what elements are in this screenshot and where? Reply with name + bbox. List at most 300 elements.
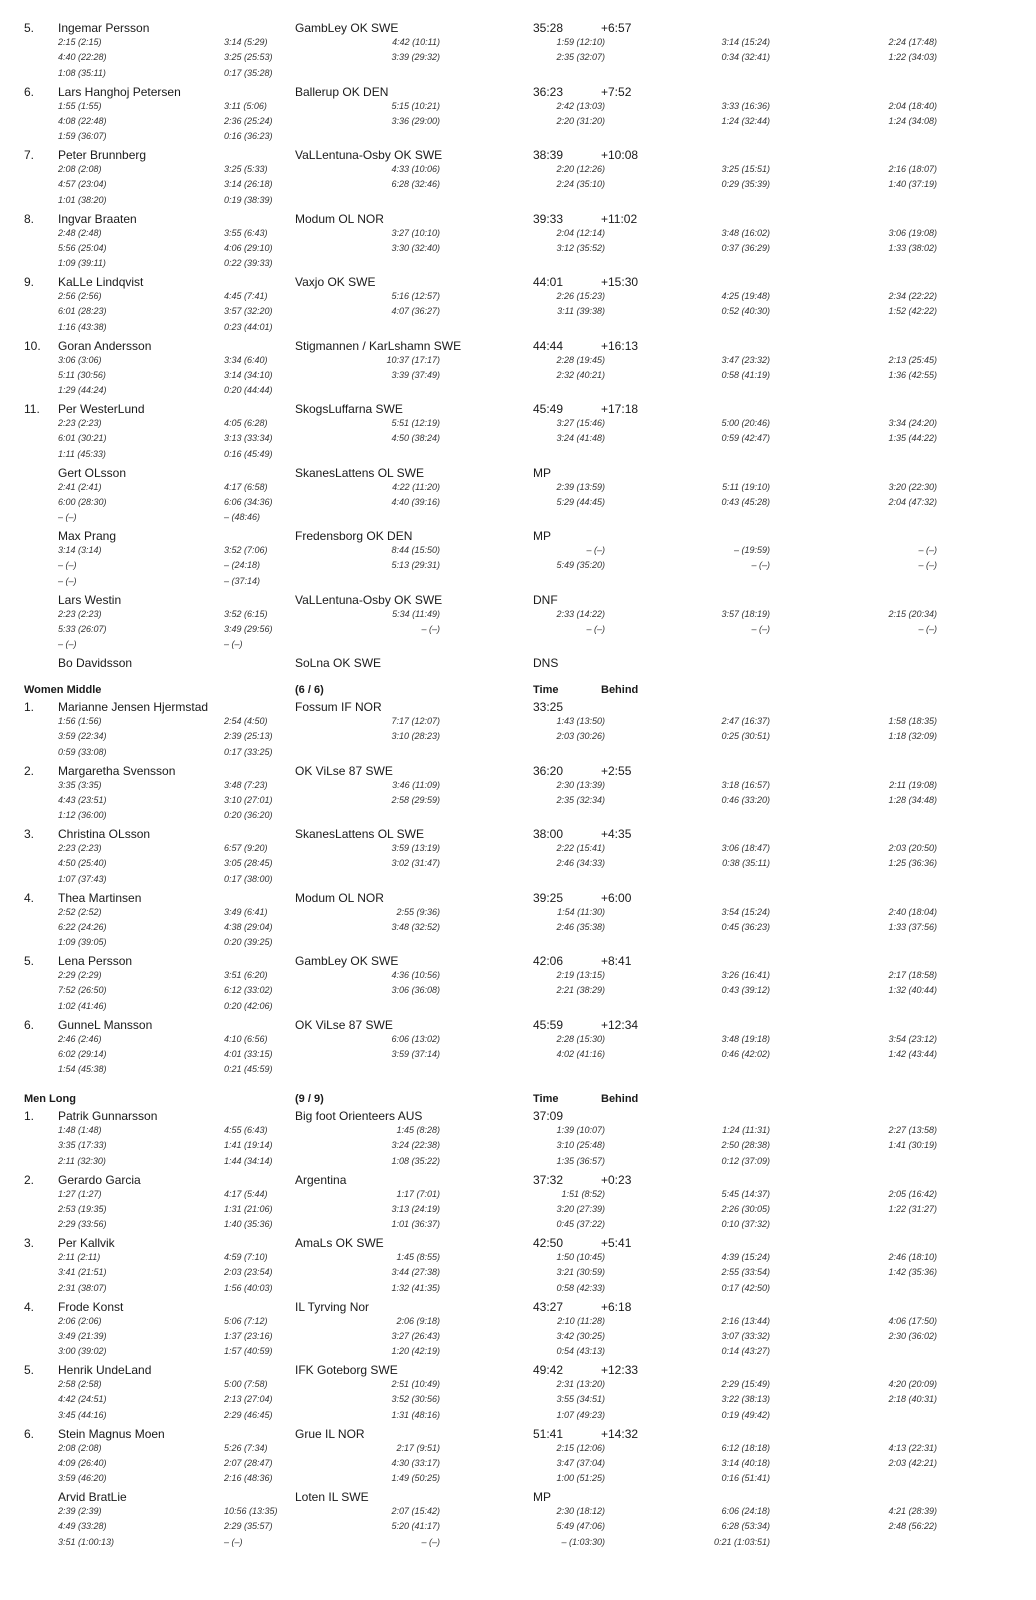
split-time: 2:21 (38:29) (556, 985, 605, 996)
split-time: 2:28 (15:30) (556, 1033, 605, 1044)
split-time: 3:52 (30:56) (391, 1394, 440, 1405)
split-time: 0:59 (42:47) (721, 433, 770, 444)
split-time: 0:12 (37:09) (721, 1155, 770, 1166)
finish-time: 49:42 (533, 1363, 564, 1377)
split-time: 4:33 (10:06) (391, 164, 440, 174)
split-time: 3:27 (15:46) (556, 418, 605, 428)
split-time: 0:14 (43:27) (721, 1346, 770, 1357)
split-time: 2:06 (9:18) (396, 1315, 440, 1326)
time-header: Time (533, 684, 559, 696)
split-time: 1:01 (36:37) (391, 1219, 440, 1230)
place: 1. (24, 700, 35, 714)
split-time: 3:14 (40:18) (721, 1457, 770, 1468)
club-name: Vaxjo OK SWE (295, 275, 376, 289)
split-time: 1:41 (30:19) (888, 1140, 937, 1151)
split-time: 3:00 (39:02) (58, 1346, 107, 1357)
split-time: 2:27 (13:58) (888, 1125, 937, 1135)
split-time: 1:32 (40:44) (888, 985, 937, 996)
split-time: 7:52 (26:50) (58, 985, 107, 996)
split-time: 3:57 (18:19) (721, 608, 770, 619)
split-time: – (–) (421, 1536, 440, 1547)
split-time: 0:22 (39:33) (224, 258, 273, 269)
split-time: 0:43 (39:12) (721, 985, 770, 996)
split-time: 3:42 (30:25) (556, 1330, 605, 1341)
split-time: 2:03 (20:50) (888, 843, 937, 853)
split-time: 4:55 (6:43) (224, 1125, 268, 1135)
split-time: 3:26 (16:41) (721, 970, 770, 980)
split-time: 2:56 (2:56) (58, 291, 102, 301)
split-time: 3:55 (6:43) (224, 227, 268, 238)
split-time: 4:50 (38:24) (391, 433, 440, 444)
split-time: 4:49 (33:28) (58, 1521, 107, 1532)
split-time: 3:59 (37:14) (391, 1048, 440, 1059)
split-time: – (–) (918, 560, 937, 571)
split-time: 0:38 (35:11) (722, 858, 770, 869)
place: 9. (24, 275, 35, 289)
split-time: 0:17 (33:25) (224, 746, 273, 757)
club-name: SkogsLuffarna SWE (295, 402, 403, 416)
split-time: 2:29 (15:49) (721, 1379, 770, 1389)
split-time: 4:59 (7:10) (224, 1252, 268, 1262)
split-time: – (–) (224, 639, 243, 650)
split-time: 10:37 (17:17) (386, 354, 440, 365)
split-time: 3:49 (6:41) (224, 906, 268, 917)
split-time: 4:43 (23:51) (58, 794, 107, 805)
split-time: 4:20 (20:09) (888, 1379, 937, 1389)
split-time: 2:20 (31:20) (556, 115, 605, 126)
split-time: 3:48 (7:23) (224, 779, 268, 790)
club-name: OK ViLse 87 SWE (295, 1017, 393, 1032)
split-time: 2:15 (2:15) (58, 37, 102, 47)
split-time: 3:52 (7:06) (224, 545, 268, 555)
split-time: 2:16 (48:36) (224, 1473, 273, 1484)
split-time: 3:14 (5:29) (224, 37, 268, 47)
time-behind: +16:13 (601, 338, 639, 353)
runner-name: Gerardo Garcia (58, 1172, 141, 1187)
split-time: – (–) (58, 575, 77, 586)
club-name: Ballerup OK DEN (295, 84, 389, 99)
split-time: 2:46 (34:33) (556, 858, 605, 869)
split-time: 2:07 (15:42) (391, 1506, 440, 1516)
split-time: 3:57 (32:20) (224, 306, 273, 317)
split-time: 0:21 (45:59) (224, 1064, 273, 1075)
split-time: 2:06 (2:06) (58, 1315, 102, 1326)
split-time: 5:33 (26:07) (58, 623, 107, 634)
split-time: 0:16 (51:41) (721, 1473, 770, 1484)
runner-name: Christina OLsson (58, 827, 151, 841)
split-time: 1:42 (35:36) (888, 1267, 937, 1278)
finish-time: 44:44 (533, 338, 564, 353)
split-time: 2:17 (9:51) (396, 1442, 440, 1453)
split-time: 2:51 (10:49) (391, 1379, 440, 1389)
split-time: 1:59 (12:10) (556, 37, 605, 47)
place: 6. (24, 1017, 35, 1032)
split-time: 3:24 (22:38) (391, 1140, 440, 1151)
place: 7. (24, 148, 35, 162)
split-time: 4:22 (11:20) (392, 481, 440, 492)
split-time: 3:52 (6:15) (224, 608, 268, 619)
split-time: 3:06 (3:06) (58, 354, 102, 365)
split-time: 3:54 (15:24) (721, 906, 770, 917)
split-time: 3:55 (34:51) (556, 1394, 605, 1405)
split-time: 2:39 (2:39) (58, 1506, 102, 1516)
club-name: GambLey OK SWE (295, 954, 399, 968)
split-time: 3:02 (31:47) (391, 858, 440, 869)
split-time: – (–) (586, 545, 605, 555)
split-time: 0:46 (42:02) (721, 1048, 770, 1059)
split-time: – (–) (421, 623, 440, 634)
split-time: 0:25 (30:51) (721, 731, 770, 742)
split-time: 4:39 (15:24) (721, 1252, 770, 1262)
club-name: SoLna OK SWE (295, 656, 382, 670)
split-time: 5:49 (47:06) (556, 1521, 605, 1532)
split-time: 3:54 (23:12) (888, 1033, 937, 1044)
split-time: 6:57 (9:20) (224, 843, 268, 853)
split-time: 2:54 (4:50) (224, 716, 268, 726)
split-time: 3:35 (3:35) (58, 779, 102, 790)
split-time: 3:44 (27:38) (391, 1267, 440, 1278)
split-time: 4:38 (29:04) (224, 921, 273, 932)
finish-time: 37:09 (533, 1109, 564, 1123)
split-time: 1:51 (8:52) (561, 1188, 605, 1199)
split-time: 0:37 (36:29) (721, 242, 770, 253)
split-time: 6:28 (32:46) (391, 179, 440, 190)
split-time: 8:44 (15:50) (391, 545, 440, 555)
split-time: 1:55 (1:55) (58, 100, 102, 111)
split-time: 2:40 (18:04) (888, 906, 937, 917)
split-time: 2:15 (12:06) (556, 1442, 605, 1453)
split-time: 1:28 (34:48) (888, 794, 937, 805)
split-time: 1:44 (34:14) (224, 1155, 273, 1166)
finish-time: MP (533, 1490, 551, 1504)
split-time: 2:13 (27:04) (224, 1394, 273, 1405)
split-time: – (–) (58, 560, 77, 571)
split-time: 2:55 (33:54) (721, 1267, 770, 1278)
split-time: 1:56 (40:03) (224, 1282, 273, 1293)
runner-name: Frode Konst (58, 1299, 124, 1314)
split-time: 1:33 (37:56) (888, 921, 937, 932)
split-time: 4:21 (28:39) (888, 1506, 937, 1516)
split-time: 3:18 (16:57) (721, 779, 770, 790)
split-time: 2:29 (33:56) (58, 1219, 107, 1230)
time-behind: +5:41 (601, 1236, 632, 1250)
split-time: 6:01 (30:21) (58, 433, 107, 444)
split-time: 2:29 (35:57) (224, 1521, 273, 1532)
place: 5. (24, 954, 35, 968)
finish-time: 44:01 (533, 275, 564, 289)
split-time: 0:29 (35:39) (721, 179, 770, 190)
split-time: 4:06 (29:10) (224, 242, 273, 253)
split-time: 1:43 (13:50) (556, 716, 605, 726)
split-time: 3:21 (30:59) (556, 1267, 605, 1278)
split-time: 2:19 (13:15) (556, 970, 605, 980)
split-time: 5:06 (7:12) (224, 1315, 268, 1326)
split-time: 5:49 (35:20) (556, 560, 605, 571)
split-time: 1:31 (48:16) (391, 1409, 440, 1420)
split-time: 0:19 (49:42) (721, 1409, 770, 1420)
split-time: 1:59 (36:07) (58, 131, 107, 142)
split-time: 0:23 (44:01) (224, 321, 273, 332)
behind-header: Behind (601, 684, 639, 696)
split-time: 1:18 (32:09) (888, 731, 937, 742)
split-time: 1:24 (32:44) (721, 115, 770, 126)
runner-name: Ingvar Braaten (58, 211, 137, 226)
split-time: 3:25 (15:51) (721, 164, 770, 174)
split-time: 1:36 (42:55) (888, 369, 937, 380)
split-time: 1:24 (11:31) (722, 1125, 770, 1135)
split-time: – (19:59) (733, 545, 770, 555)
split-time: 1:07 (49:23) (556, 1409, 605, 1420)
split-time: 2:23 (2:23) (58, 843, 102, 853)
runner-name: Henrik UndeLand (58, 1363, 152, 1377)
runner-name: Thea Martinsen (58, 890, 142, 905)
split-time: 3:13 (24:19) (391, 1203, 440, 1214)
finish-time: DNS (533, 656, 559, 670)
split-time: 3:46 (11:09) (392, 779, 440, 790)
split-time: 2:42 (13:03) (556, 100, 605, 111)
split-time: 7:17 (12:07) (391, 716, 440, 726)
split-time: 1:29 (44:24) (58, 385, 107, 396)
runner-name: Arvid BratLie (58, 1490, 127, 1504)
split-time: 3:06 (36:08) (391, 985, 440, 996)
runner-name: Per WesterLund (58, 402, 145, 416)
split-time: 2:23 (2:23) (58, 608, 102, 619)
finish-time: 38:00 (533, 827, 564, 841)
club-name: Fossum IF NOR (295, 700, 382, 714)
split-time: 1:40 (37:19) (888, 179, 937, 190)
split-time: 3:13 (33:34) (224, 433, 273, 444)
split-time: – (–) (58, 512, 77, 523)
split-time: 2:04 (18:40) (888, 100, 937, 111)
split-time: 6:12 (18:18) (721, 1442, 770, 1453)
split-time: 5:11 (19:10) (722, 481, 770, 492)
split-time: 0:58 (41:19) (721, 369, 770, 380)
split-time: 0:17 (42:50) (721, 1282, 770, 1293)
split-time: 3:20 (22:30) (888, 481, 937, 492)
split-time: 0:21 (1:03:51) (713, 1536, 770, 1547)
behind-header: Behind (601, 1093, 639, 1105)
time-behind: +7:52 (601, 84, 632, 99)
split-time: 1:50 (10:45) (556, 1252, 605, 1262)
finish-time: MP (533, 529, 551, 543)
time-behind: +12:34 (601, 1017, 639, 1032)
split-time: – (–) (586, 623, 605, 634)
split-time: 1:08 (35:11) (58, 67, 106, 78)
split-time: 3:12 (35:52) (556, 242, 605, 253)
split-time: – (37:14) (224, 575, 261, 586)
runner-name: Max Prang (58, 529, 117, 543)
split-time: 2:05 (16:42) (888, 1188, 937, 1199)
split-time: 3:47 (23:32) (721, 354, 770, 365)
split-time: 2:29 (2:29) (58, 970, 102, 980)
split-time: 0:45 (36:23) (721, 921, 770, 932)
split-time: 3:34 (24:20) (888, 418, 937, 428)
split-time: 3:33 (16:36) (721, 100, 770, 111)
time-behind: +11:02 (601, 211, 638, 226)
split-time: 1:58 (18:35) (888, 716, 937, 726)
split-time: 4:45 (7:41) (224, 291, 268, 301)
split-time: 0:20 (42:06) (224, 1000, 273, 1011)
split-time: 4:07 (36:27) (391, 306, 440, 317)
runner-name: GunneL Mansson (58, 1017, 153, 1032)
split-time: 2:46 (35:38) (556, 921, 605, 932)
split-time: 2:35 (32:07) (556, 52, 605, 63)
split-time: 10:56 (13:35) (224, 1506, 278, 1516)
split-time: 2:46 (18:10) (888, 1252, 937, 1262)
split-time: 4:25 (19:48) (721, 291, 770, 301)
finish-time: 39:25 (533, 890, 564, 905)
split-time: 2:36 (25:24) (224, 115, 273, 126)
split-time: 2:07 (28:47) (224, 1457, 273, 1468)
time-behind: +17:18 (601, 402, 639, 416)
split-time: 0:59 (33:08) (58, 746, 107, 757)
split-time: 1:42 (43:44) (888, 1048, 937, 1059)
split-time: 2:08 (2:08) (58, 1442, 102, 1453)
time-behind: +8:41 (601, 954, 632, 968)
split-time: 1:49 (50:25) (391, 1473, 440, 1484)
class-title: Men Long (24, 1093, 76, 1105)
time-header: Time (533, 1093, 559, 1105)
split-time: 0:17 (35:28) (224, 67, 273, 78)
split-time: 2:33 (14:22) (556, 608, 605, 619)
split-time: 3:14 (34:10) (224, 369, 273, 380)
club-name: Modum OL NOR (295, 890, 384, 905)
split-time: 2:30 (13:39) (556, 779, 605, 790)
club-name: IFK Goteborg SWE (295, 1363, 398, 1377)
split-time: 1:39 (10:07) (556, 1125, 605, 1135)
split-time: 1:27 (1:27) (58, 1188, 102, 1199)
split-time: 2:11 (2:11) (58, 1252, 101, 1262)
place: 6. (24, 1426, 35, 1441)
split-time: 3:27 (10:10) (391, 227, 440, 238)
club-name: Big foot Orienteers AUS (295, 1109, 423, 1123)
split-time: 2:32 (40:21) (556, 369, 605, 380)
club-name: VaLLentuna-Osby OK SWE (295, 148, 443, 162)
split-time: 1:41 (19:14) (224, 1140, 273, 1151)
split-time: 6:01 (28:23) (58, 306, 107, 317)
split-time: 3:27 (26:43) (391, 1330, 440, 1341)
split-time: 0:20 (36:20) (224, 810, 273, 821)
runner-name: Lena Persson (58, 954, 133, 968)
place: 8. (24, 211, 35, 226)
split-time: 3:49 (21:39) (58, 1330, 107, 1341)
split-time: 2:26 (30:05) (721, 1203, 770, 1214)
finish-time: 42:06 (533, 954, 564, 968)
split-time: 4:40 (39:16) (391, 496, 440, 507)
split-time: 2:22 (15:41) (556, 843, 605, 853)
club-name: SkanesLattens OL SWE (295, 827, 424, 841)
runner-name: Patrik Gunnarsson (58, 1109, 158, 1123)
split-time: 1:32 (41:35) (391, 1282, 440, 1293)
split-time: 5:26 (7:34) (224, 1442, 268, 1453)
split-time: 6:06 (24:18) (721, 1506, 770, 1516)
split-time: 1:54 (45:38) (58, 1064, 107, 1075)
split-time: 4:17 (5:44) (224, 1188, 268, 1199)
split-time: 3:25 (5:33) (224, 164, 268, 174)
split-time: 1:31 (21:06) (224, 1203, 273, 1214)
split-time: 1:52 (42:22) (888, 306, 937, 317)
split-time: 1:08 (35:22) (391, 1155, 440, 1166)
club-name: VaLLentuna-Osby OK SWE (295, 592, 443, 607)
split-time: 1:45 (8:28) (396, 1125, 440, 1135)
split-time: 1:22 (31:27) (888, 1203, 937, 1214)
split-time: 4:08 (22:48) (58, 115, 107, 126)
split-time: 2:23 (2:23) (58, 418, 102, 428)
split-time: 1:07 (37:43) (58, 873, 107, 884)
place: 4. (24, 890, 35, 905)
split-time: 4:10 (6:56) (224, 1033, 268, 1044)
split-time: 1:11 (45:33) (58, 448, 106, 459)
split-time: 3:47 (37:04) (556, 1457, 605, 1468)
club-name: Modum OL NOR (295, 211, 384, 226)
split-time: 6:06 (34:36) (224, 496, 273, 507)
split-time: – (–) (224, 1536, 243, 1547)
split-time: 1:45 (8:55) (396, 1252, 440, 1262)
split-time: 2:52 (2:52) (58, 906, 102, 917)
place: 5. (24, 1363, 35, 1377)
split-time: 2:48 (2:48) (58, 227, 102, 238)
split-time: 3:20 (27:39) (556, 1203, 605, 1214)
split-time: 3:06 (18:47) (721, 843, 770, 853)
split-time: 0:43 (45:28) (721, 496, 770, 507)
place: 5. (24, 21, 35, 35)
split-time: 5:00 (7:58) (224, 1379, 268, 1389)
split-time: 0:17 (38:00) (224, 873, 273, 884)
class-count: (6 / 6) (295, 684, 324, 696)
split-time: 6:12 (33:02) (224, 985, 273, 996)
finish-time: 39:33 (533, 211, 564, 226)
runner-name: Lars Hanghoj Petersen (58, 84, 181, 99)
time-behind: +6:57 (601, 21, 632, 35)
finish-time: MP (533, 465, 551, 480)
place: 4. (24, 1299, 35, 1314)
split-time: 2:48 (56:22) (888, 1521, 937, 1532)
split-time: 2:15 (20:34) (888, 608, 937, 619)
split-time: 2:53 (19:35) (58, 1203, 107, 1214)
time-behind: +0:23 (601, 1172, 632, 1187)
class-count: (9 / 9) (295, 1093, 324, 1105)
split-time: 4:36 (10:56) (391, 970, 440, 980)
split-time: 1:01 (38:20) (58, 194, 107, 205)
runner-name: Stein Magnus Moen (58, 1426, 165, 1441)
split-time: 1:35 (36:57) (556, 1155, 605, 1166)
split-time: 2:10 (11:28) (557, 1315, 605, 1326)
time-behind: +12:33 (601, 1363, 639, 1377)
place: 3. (24, 827, 35, 841)
runner-name: KaLLe Lindqvist (58, 275, 144, 289)
split-time: 3:10 (27:01) (224, 794, 273, 805)
split-time: 2:31 (13:20) (556, 1379, 605, 1389)
split-time: 3:49 (29:56) (224, 623, 273, 634)
club-name: OK ViLse 87 SWE (295, 763, 393, 778)
split-time: 6:06 (13:02) (391, 1033, 440, 1044)
split-time: 3:22 (38:13) (721, 1394, 770, 1405)
split-time: – (24:18) (224, 560, 261, 571)
split-time: 0:52 (40:30) (721, 306, 770, 317)
place: 6. (24, 84, 35, 99)
split-time: 0:34 (32:41) (721, 52, 770, 63)
split-time: 3:35 (17:33) (58, 1140, 107, 1151)
split-time: 4:01 (33:15) (224, 1048, 273, 1059)
split-time: 3:48 (19:18) (721, 1033, 770, 1044)
split-time: 1:17 (7:01) (396, 1188, 440, 1199)
place: 3. (24, 1236, 35, 1250)
split-time: 3:30 (32:40) (391, 242, 440, 253)
split-time: 2:58 (29:59) (391, 794, 440, 805)
split-time: 4:50 (25:40) (58, 858, 107, 869)
split-time: 4:42 (10:11) (392, 37, 440, 47)
split-time: 0:19 (38:39) (224, 194, 273, 205)
